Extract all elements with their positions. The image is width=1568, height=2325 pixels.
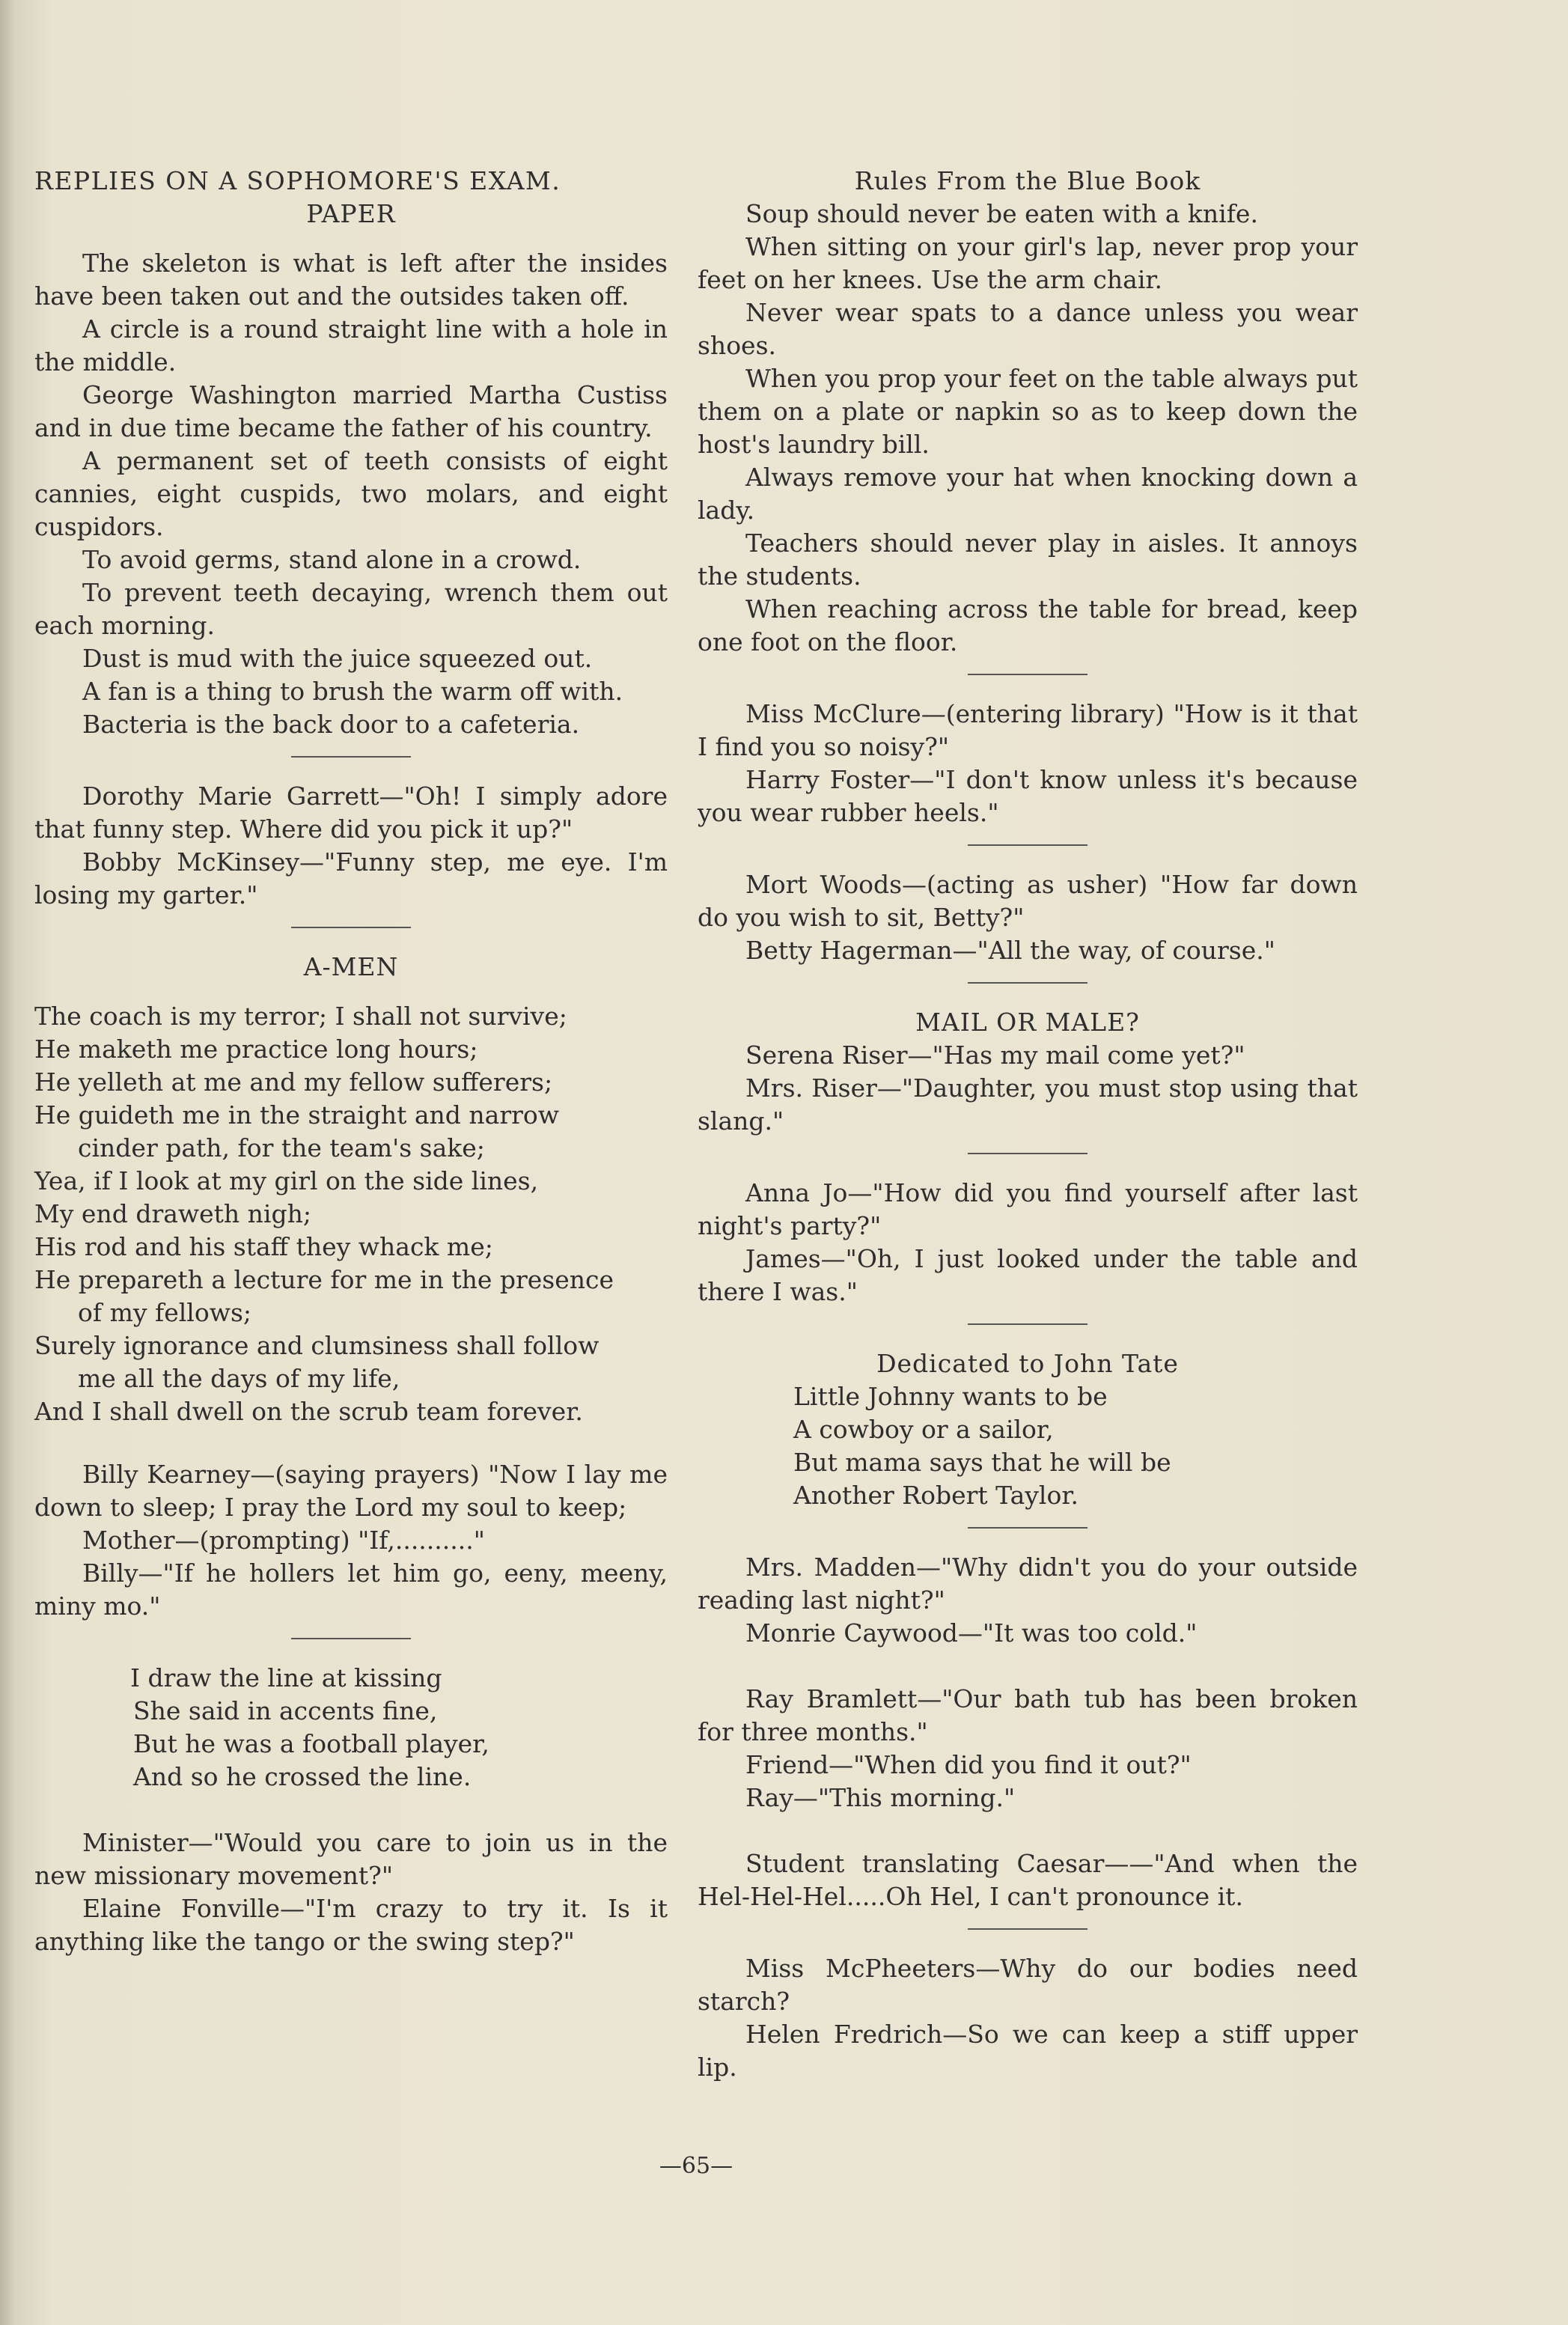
- poem-line: She said in accents fine,: [133, 1696, 438, 1725]
- joke-line: Billy Kearney—(saying prayers) "Now I lay me down to sleep; I pray the Lord my soul to keep;: [34, 1460, 668, 1522]
- verse-line: Yea, if I look at my girl on the side lines,: [34, 1166, 539, 1195]
- joke-line: Monrie Caywood—"It was too cold.": [745, 1618, 1198, 1648]
- joke-line: Elaine Fonville—"I'm crazy to try it. Is it anything like the tango or the swing step?": [34, 1894, 668, 1956]
- joke-line: Ray Bramlett—"Our bath tub has been broken for three months.": [698, 1684, 1358, 1746]
- joke-line: James—"Oh, I just looked under the table and there I was.": [698, 1244, 1358, 1306]
- joke-line: Miss McPheeters—Why do our bodies need starch?: [698, 1954, 1358, 2016]
- joke-line: Dorothy Marie Garrett—"Oh! I simply adore that funny step. Where did you pick it up?": [34, 781, 668, 844]
- exam-reply: The skeleton is what is left after the insides have been taken out and the outsides taken off.: [34, 249, 668, 311]
- verse-line: The coach is my terror; I shall not survive;: [34, 1002, 567, 1031]
- divider: [968, 1323, 1087, 1325]
- poem-line: But mama says that he will be: [793, 1448, 1171, 1477]
- rule-item: When reaching across the table for bread, keep one foot on the floor.: [698, 594, 1358, 656]
- rules-title: Rules From the Blue Book: [854, 166, 1201, 195]
- poem-line: A cowboy or a sailor,: [793, 1415, 1054, 1444]
- verse-line: of my fellows;: [78, 1298, 252, 1327]
- joke-line: Harry Foster—"I don't know unless it's because you wear rubber heels.": [698, 765, 1358, 827]
- divider: [968, 982, 1087, 984]
- joke-line: Ray—"This morning.": [745, 1783, 1016, 1812]
- verse-line: My end draweth nigh;: [34, 1199, 311, 1228]
- exam-reply: To avoid germs, stand alone in a crowd.: [82, 545, 582, 574]
- verse-line: me all the days of my life,: [78, 1364, 400, 1393]
- verse-line: His rod and his staff they whack me;: [34, 1232, 493, 1261]
- rule-item: Never wear spats to a dance unless you wear shoes.: [698, 298, 1358, 360]
- mail-title: MAIL OR MALE?: [915, 1008, 1140, 1037]
- divider: [291, 756, 411, 758]
- left-column: [34, 165, 668, 1958]
- verse-line: He maketh me practice long hours;: [34, 1034, 478, 1064]
- divider: [968, 1527, 1087, 1529]
- joke-line: Mrs. Madden—"Why didn't you do your outside reading last night?": [698, 1552, 1358, 1615]
- verse-line: Surely ignorance and clumsiness shall follow: [34, 1331, 600, 1360]
- verse-line: And I shall dwell on the scrub team forever.: [34, 1397, 583, 1426]
- exam-reply: To prevent teeth decaying, wrench them out each morning.: [34, 578, 668, 640]
- exam-reply: A permanent set of teeth consists of eight cannies, eight cuspids, two molars, and eight cuspidors.: [34, 446, 668, 541]
- joke-line: Helen Fredrich—So we can keep a stiff upper lip.: [698, 2020, 1358, 2082]
- verse-line: cinder path, for the team's sake;: [78, 1133, 485, 1162]
- joke-line: Mrs. Riser—"Daughter, you must stop using that slang.": [698, 1073, 1358, 1136]
- verse-line: He prepareth a lecture for me in the presence: [34, 1265, 614, 1294]
- joke-line: Mother—(prompting) "If,..........": [82, 1526, 485, 1555]
- poem-line: But he was a football player,: [133, 1729, 489, 1758]
- exam-title-line1: REPLIES ON A SOPHOMORE'S EXAM.: [34, 166, 561, 195]
- poem-line: And so he crossed the line.: [133, 1762, 472, 1791]
- rule-item: When sitting on your girl's lap, never prop your feet on her knees. Use the arm chair.: [698, 232, 1358, 294]
- poem-line: Little Johnny wants to be: [793, 1382, 1108, 1411]
- right-column: [698, 165, 1358, 2084]
- joke-line: Miss McClure—(entering library) "How is it that I find you so noisy?": [698, 699, 1358, 761]
- divider: [291, 927, 411, 928]
- rule-item: Always remove your hat when knocking down a lady.: [698, 463, 1358, 525]
- joke-line: Friend—"When did you find it out?": [745, 1750, 1192, 1779]
- tate-poem: [698, 1380, 1358, 1512]
- tate-title: Dedicated to John Tate: [876, 1349, 1179, 1378]
- verse-line: He guideth me in the straight and narrow: [34, 1100, 559, 1130]
- joke-line: Serena Riser—"Has my mail come yet?": [745, 1040, 1245, 1070]
- joke-line: Mort Woods—(acting as usher) "How far down do you wish to sit, Betty?": [698, 870, 1358, 932]
- divider: [291, 1638, 411, 1639]
- divider: [968, 1928, 1087, 1930]
- exam-reply: A fan is a thing to brush the warm off with.: [82, 677, 623, 706]
- rule-item: Teachers should never play in aisles. It annoys the students.: [698, 528, 1358, 591]
- amen-title: A-MEN: [303, 952, 399, 981]
- joke-line: Billy—"If he hollers let him go, eeny, meeny, miny mo.": [34, 1558, 668, 1621]
- divider: [968, 844, 1087, 846]
- kissing-poem: [34, 1662, 668, 1794]
- exam-reply: A circle is a round straight line with a hole in the middle.: [34, 314, 668, 377]
- joke-line: Betty Hagerman—"All the way, of course.": [745, 936, 1275, 965]
- exam-reply: Bacteria is the back door to a cafeteria.: [82, 710, 580, 739]
- joke-line: Student translating Caesar——"And when the Hel-Hel-Hel.....Oh Hel, I can't pronounce it.: [698, 1849, 1358, 1911]
- page-number: —65—: [659, 2153, 733, 2179]
- rule-item: When you prop your feet on the table always put them on a plate or napkin so as to keep down the host's laundry bill.: [698, 364, 1358, 459]
- poem-line: Another Robert Taylor.: [793, 1481, 1079, 1510]
- divider: [968, 674, 1087, 675]
- rule-item: Soup should never be eaten with a knife.: [745, 199, 1258, 228]
- poem-line: I draw the line at kissing: [130, 1663, 442, 1692]
- joke-line: Anna Jo—"How did you find yourself after last night's party?": [698, 1178, 1358, 1240]
- joke-line: Minister—"Would you care to join us in the new missionary movement?": [34, 1828, 668, 1890]
- divider: [968, 1153, 1087, 1154]
- amen-verse: [34, 1000, 668, 1428]
- joke-line: Bobby McKinsey—"Funny step, me eye. I'm losing my garter.": [34, 847, 668, 909]
- verse-line: He yelleth at me and my fellow sufferers;: [34, 1067, 553, 1097]
- exam-title-line2: PAPER: [306, 199, 396, 228]
- exam-reply: George Washington married Martha Custiss and in due time became the father of his country.: [34, 380, 668, 442]
- exam-reply: Dust is mud with the juice squeezed out.: [82, 644, 593, 673]
